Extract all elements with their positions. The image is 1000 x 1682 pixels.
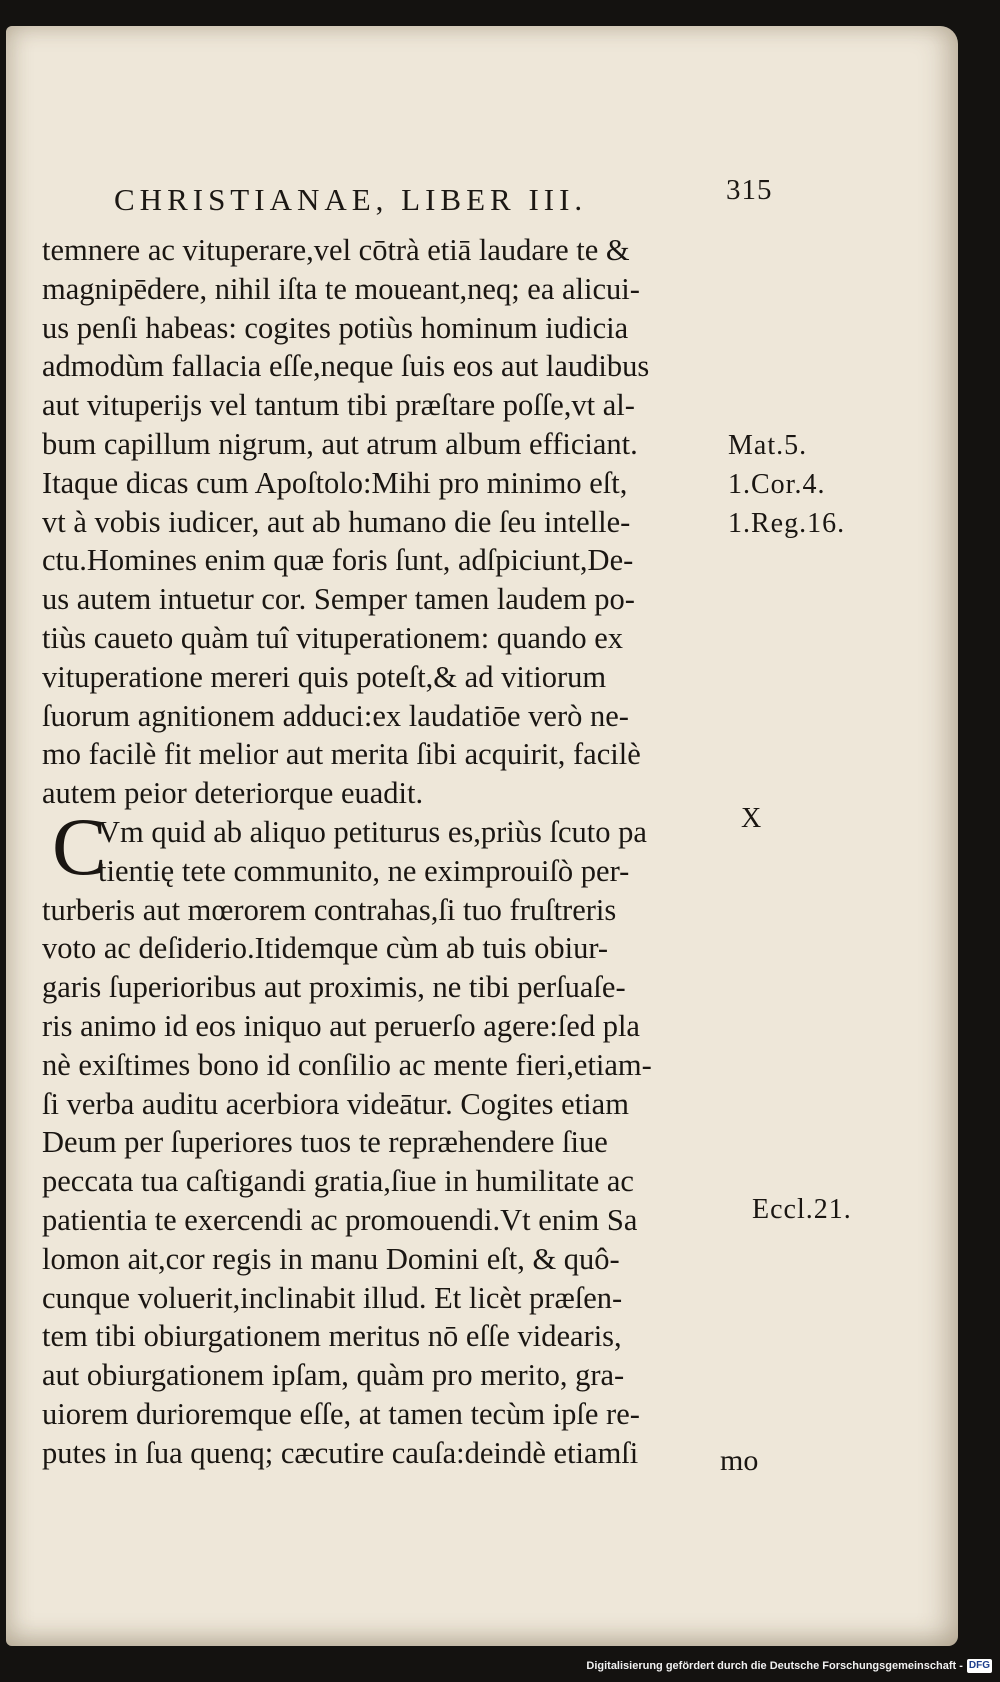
- text-line: turberis aut mœrorem contrahas,ſi tuo fruſtreris: [42, 892, 617, 927]
- text-line: ctu.Homines enim quæ foris ſunt, adſpiciunt,De-: [42, 543, 634, 578]
- text-line: peccata tua caſtigandi gratia,ſiue in humilitate ac: [42, 1164, 634, 1199]
- text-line: aut obiurgationem ipſam, quàm pro merito, gra-: [42, 1358, 625, 1393]
- text-line: tiùs caueto quàm tuî vituperationem: quando ex: [42, 620, 624, 655]
- text-line: vituperatione mereri quis poteſt,& ad vitiorum: [42, 659, 607, 694]
- text-line: uiorem durioremque eſſe, at tamen tecùm ipſe re-: [42, 1396, 640, 1431]
- catchword: mo: [720, 1444, 759, 1477]
- marginal-note: X: [741, 803, 763, 834]
- page-number: 315: [726, 174, 773, 206]
- text-line: vt à vobis iudicer, aut ab humano die ſeu intelle-: [42, 504, 631, 539]
- marginal-note: Eccl.21.: [752, 1194, 852, 1225]
- text-line: autem peior deteriorque euadit.: [42, 776, 424, 811]
- text-line: ſuorum agnitionem adduci:ex laudatiōe verò ne-: [42, 698, 629, 733]
- text-line: ris animo id eos iniquo aut peruerſo agere:ſed pla: [42, 1008, 640, 1043]
- text-line: aut vituperijs vel tantum tibi præſtare poſſe,vt al-: [42, 388, 635, 423]
- text-line: us penſi habeas: cogites potiùs hominum iudicia: [42, 310, 629, 345]
- text-line: ſi verba auditu acerbiora videātur. Cogites etiam: [42, 1086, 629, 1121]
- running-title: CHRISTIANAE, LIBER III.: [114, 182, 588, 217]
- text-line: tem tibi obiurgationem meritus nō eſſe videaris,: [42, 1319, 622, 1354]
- text-line: bum capillum nigrum, aut atrum album efficiant.: [42, 426, 638, 461]
- marginal-note: Mat.5.: [728, 430, 808, 461]
- digitization-credit: [586, 1658, 992, 1674]
- credit-text: Digitalisierung gefördert durch die Deutsche Forschungsgemeinschaft -: [586, 1660, 963, 1672]
- text-line: cunque voluerit,inclinabit illud. Et licèt præſen-: [42, 1280, 623, 1315]
- text-line: garis ſuperioribus aut proximis, ne tibi perſuaſe-: [42, 970, 626, 1005]
- text-line: tientię tete communito, ne eximprouiſò per-: [98, 853, 630, 888]
- body-text: [42, 231, 732, 1473]
- text-line: Vm quid ab aliquo petiturus es,priùs ſcuto pa: [98, 814, 647, 849]
- page-sheet: [6, 26, 958, 1646]
- drop-cap-initial: C: [52, 801, 107, 892]
- text-line: voto ac deſiderio.Itidemque cùm ab tuis obiur-: [42, 931, 609, 966]
- text-line: Itaque dicas cum Apoſtolo:Mihi pro minimo eſt,: [42, 465, 628, 500]
- text-line: Deum per ſuperiores tuos te repræhendere ſiue: [42, 1125, 608, 1160]
- text-line: patientia te exercendi ac promouendi.Vt enim Sa: [42, 1202, 638, 1237]
- page-header: [114, 176, 794, 222]
- text-line: mo facilè fit melior aut merita ſibi acquirit, facilè: [42, 737, 641, 772]
- dfg-logo: DFG: [968, 1660, 990, 1671]
- text-line: admodùm fallacia eſſe,neque ſuis eos aut laudibus: [42, 349, 650, 384]
- text-line: nè exiſtimes bono id conſilio ac mente fieri,etiam-: [42, 1047, 652, 1082]
- text-line: us autem intuetur cor. Semper tamen laudem po-: [42, 582, 635, 617]
- text-line: magnipēdere, nihil iſta te moueant,neq; ea alicui-: [42, 271, 640, 306]
- text-line: lomon ait,cor regis in manu Domini eſt, & quô-: [42, 1241, 620, 1276]
- marginal-note: 1.Cor.4.: [728, 469, 826, 500]
- marginal-note: 1.Reg.16.: [728, 508, 846, 539]
- text-line: temnere ac vituperare,vel cōtrà etiā laudare te &: [42, 233, 630, 267]
- text-line: putes in ſua quenq; cæcutire cauſa:deindè etiamſi: [42, 1435, 639, 1470]
